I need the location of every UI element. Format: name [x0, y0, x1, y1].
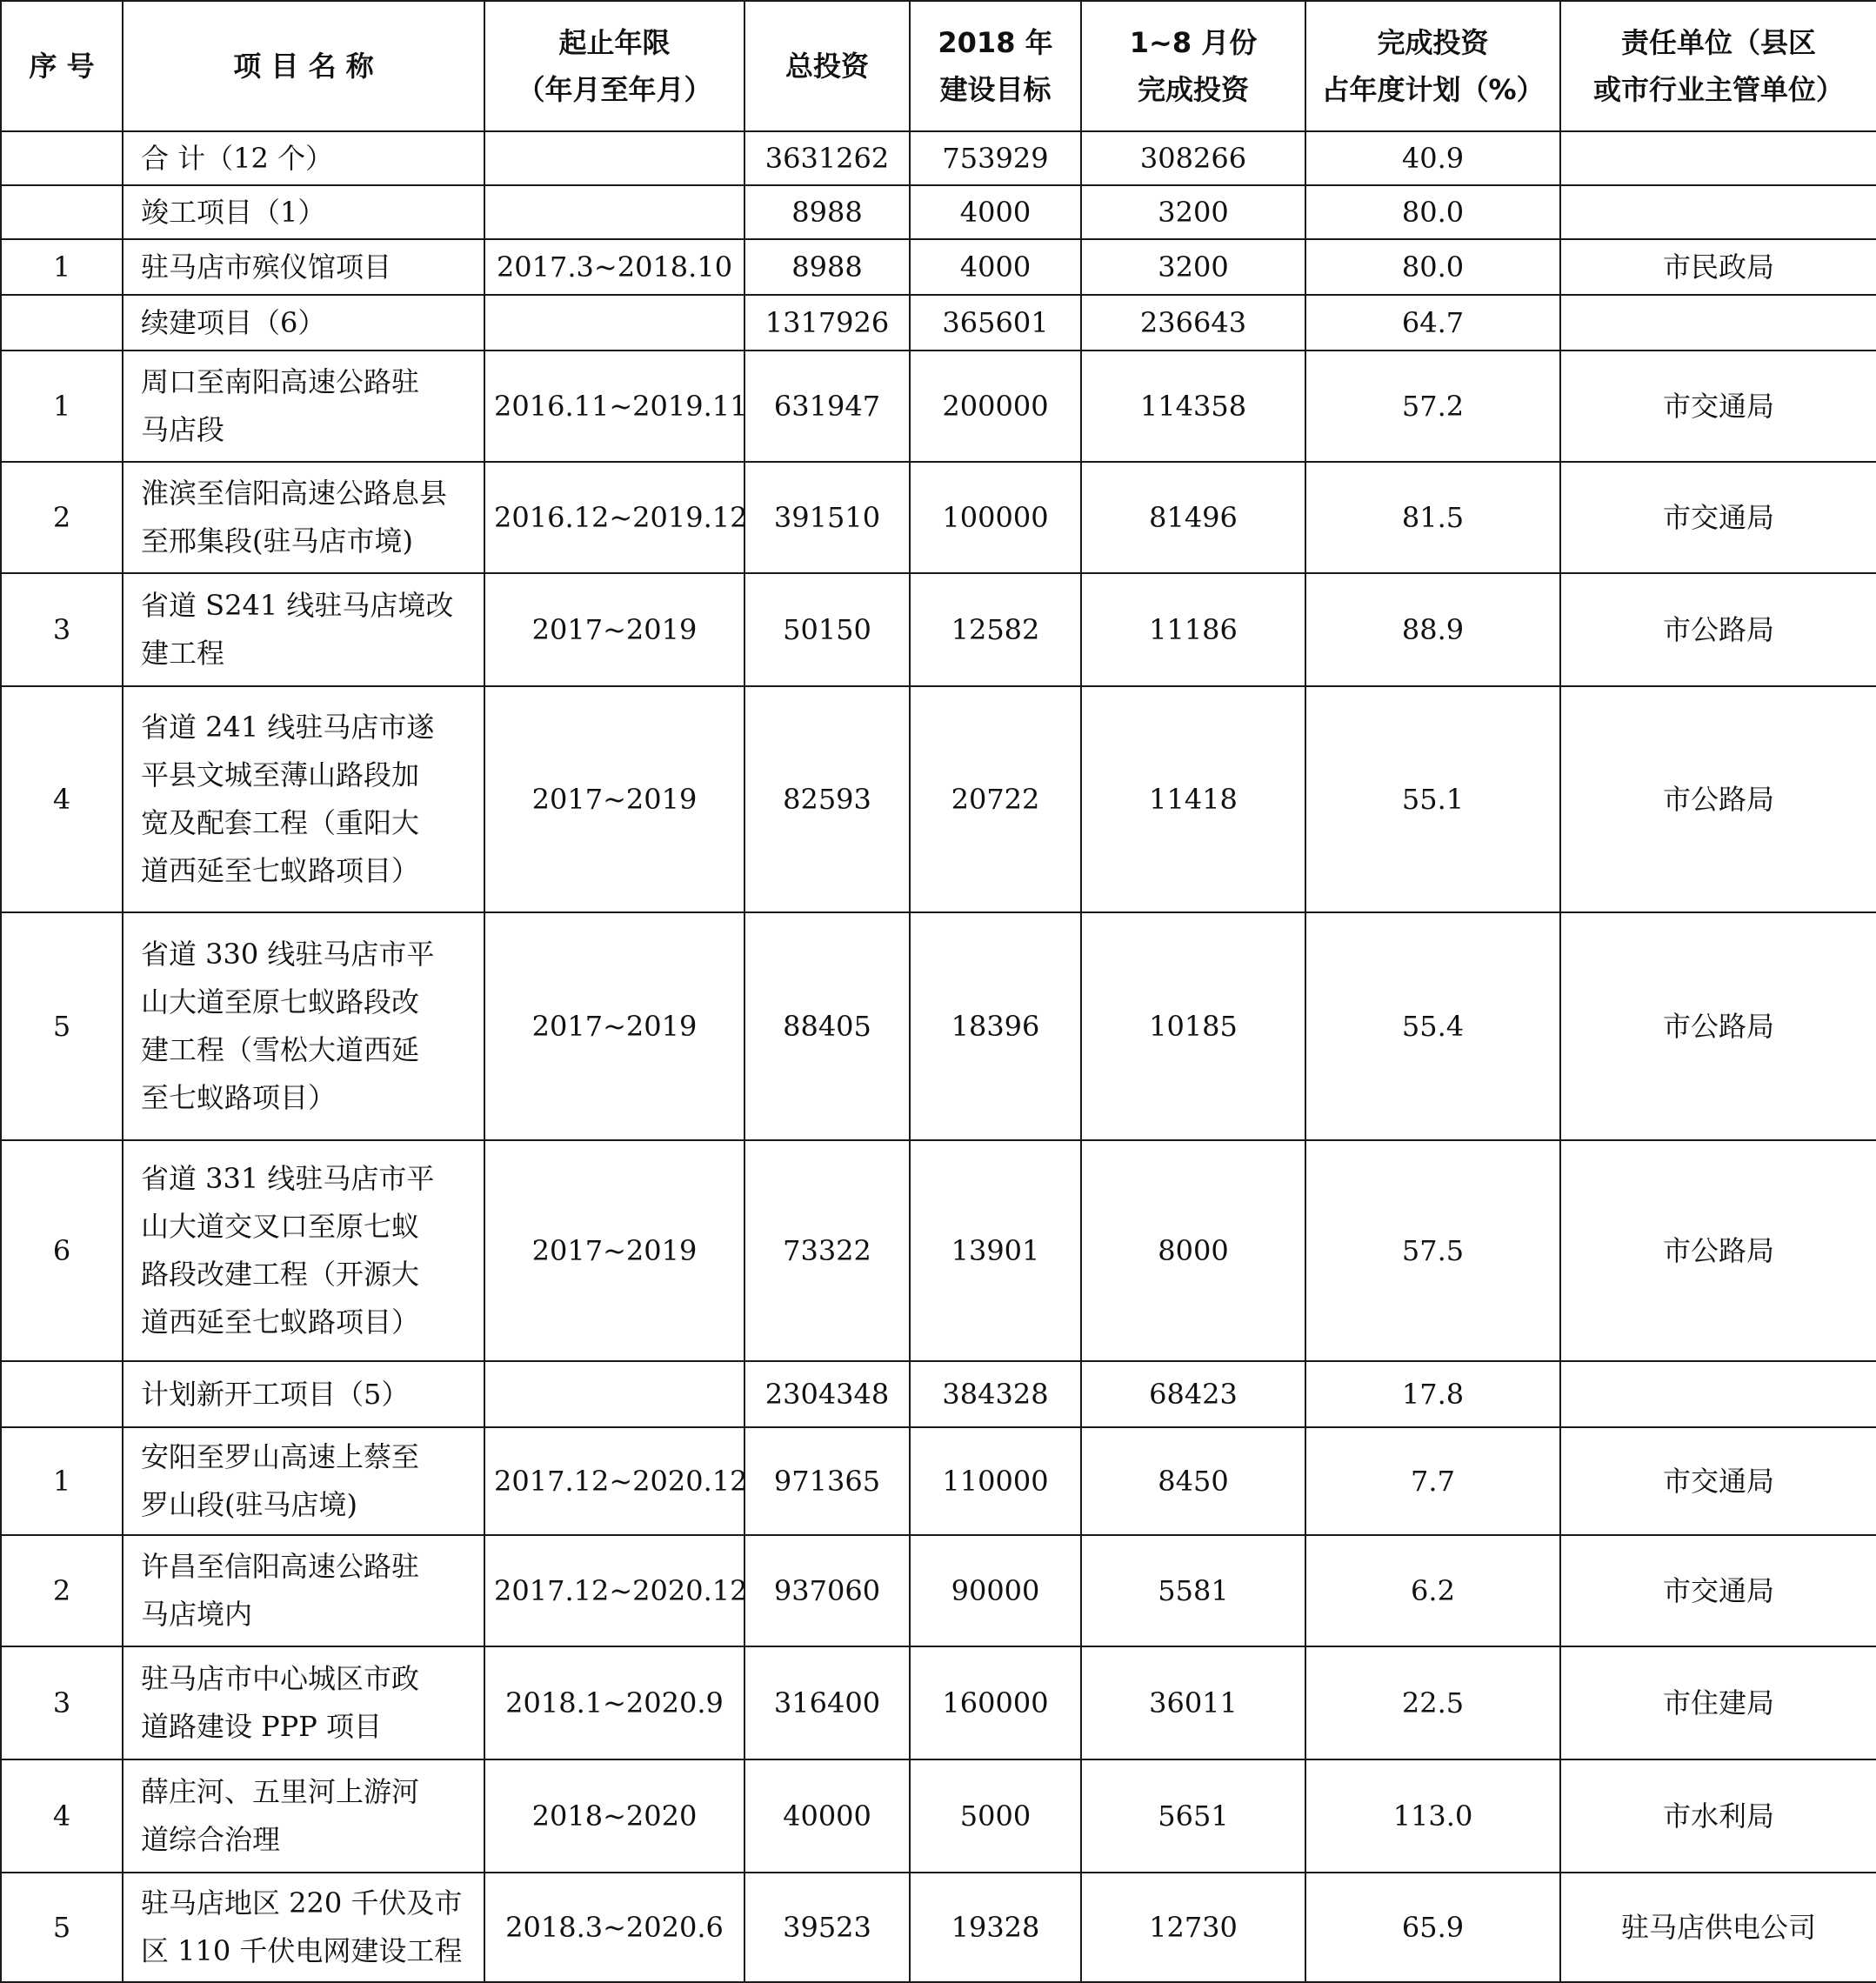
cell-total-investment: 971365	[744, 1427, 910, 1535]
cell-period: 2017~2019	[484, 912, 744, 1140]
cell-completion-ratio: 80.0	[1305, 239, 1560, 295]
project-name-line: 道综合治理	[141, 1823, 281, 1856]
project-name-line: 宽及配套工程（重阳大	[141, 806, 420, 839]
header-ratio-line2: 占年度计划（%）	[1321, 73, 1545, 106]
cell-period: 2016.12~2019.12	[484, 462, 744, 573]
cell-period: 2017~2019	[484, 686, 744, 912]
header-done-line2: 完成投资	[1137, 73, 1249, 106]
cell-project-name	[123, 131, 484, 185]
project-name-line: 道西延至七蚁路项目）	[141, 1305, 420, 1339]
cell-responsible-unit: 市水利局	[1560, 1759, 1876, 1873]
cell-project-name	[123, 295, 484, 351]
cell-seq: 1	[1, 239, 123, 295]
cell-seq	[1, 1361, 123, 1427]
cell-seq: 3	[1, 1646, 123, 1759]
cell-2018-target: 5000	[910, 1759, 1081, 1873]
cell-completed-investment: 236643	[1081, 295, 1305, 351]
cell-2018-target: 753929	[910, 131, 1081, 185]
cell-completion-ratio: 80.0	[1305, 185, 1560, 239]
cell-completed-investment: 8000	[1081, 1140, 1305, 1361]
header-unit-line2: 或市行业主管单位）	[1592, 73, 1844, 106]
cell-project-name	[123, 1427, 484, 1535]
header-period-line1: 起止年限	[558, 26, 671, 59]
project-name-line: 马店段	[141, 413, 225, 446]
cell-seq: 4	[1, 1759, 123, 1873]
cell-2018-target: 13901	[910, 1140, 1081, 1361]
cell-2018-target: 20722	[910, 686, 1081, 912]
cell-completion-ratio: 55.4	[1305, 912, 1560, 1140]
project-name-line: 罗山段(驻马店境)	[141, 1488, 357, 1521]
cell-2018-target: 365601	[910, 295, 1081, 351]
cell-total-investment: 88405	[744, 912, 910, 1140]
header-period-line2: （年月至年月）	[517, 73, 712, 106]
cell-project-name	[123, 912, 484, 1140]
project-name-line: 路段改建工程（开源大	[141, 1258, 420, 1291]
table-row	[1, 1759, 1876, 1873]
cell-completion-ratio: 17.8	[1305, 1361, 1560, 1427]
table-row	[1, 1535, 1876, 1646]
cell-seq: 1	[1, 351, 123, 462]
header-period	[484, 1, 744, 131]
cell-seq: 4	[1, 686, 123, 912]
project-name-line: 合 计（12 个）	[141, 141, 334, 175]
header-target-line1: 2018 年	[938, 26, 1053, 59]
cell-responsible-unit: 市住建局	[1560, 1646, 1876, 1759]
cell-responsible-unit: 市民政局	[1560, 239, 1876, 295]
header-done-line1: 1~8 月份	[1129, 26, 1258, 59]
project-name-line: 马店境内	[141, 1598, 253, 1631]
cell-period: 2017~2019	[484, 573, 744, 686]
cell-2018-target: 384328	[910, 1361, 1081, 1427]
cell-completion-ratio: 113.0	[1305, 1759, 1560, 1873]
table-row	[1, 351, 1876, 462]
cell-project-name	[123, 1873, 484, 1982]
cell-seq: 5	[1, 912, 123, 1140]
table-row	[1, 1140, 1876, 1361]
cell-period: 2018~2020	[484, 1759, 744, 1873]
project-name-line: 省道 330 线驻马店市平	[141, 938, 435, 971]
header-name: 项 目 名 称	[123, 1, 484, 131]
cell-responsible-unit: 市交通局	[1560, 1427, 1876, 1535]
header-row	[1, 1, 1876, 131]
project-name-line: 续建项目（6）	[141, 305, 326, 339]
cell-total-investment: 8988	[744, 185, 910, 239]
cell-completed-investment: 11418	[1081, 686, 1305, 912]
cell-project-name	[123, 239, 484, 295]
cell-project-name	[123, 462, 484, 573]
cell-total-investment: 39523	[744, 1873, 910, 1982]
cell-completed-investment: 8450	[1081, 1427, 1305, 1535]
cell-seq	[1, 131, 123, 185]
cell-completed-investment: 10185	[1081, 912, 1305, 1140]
cell-total-investment: 50150	[744, 573, 910, 686]
cell-responsible-unit	[1560, 295, 1876, 351]
cell-responsible-unit: 市交通局	[1560, 462, 1876, 573]
cell-completed-investment: 308266	[1081, 131, 1305, 185]
cell-completion-ratio: 64.7	[1305, 295, 1560, 351]
cell-2018-target: 18396	[910, 912, 1081, 1140]
cell-completion-ratio: 57.2	[1305, 351, 1560, 462]
table-row	[1, 686, 1876, 912]
table-row	[1, 1427, 1876, 1535]
cell-2018-target: 90000	[910, 1535, 1081, 1646]
cell-responsible-unit	[1560, 185, 1876, 239]
cell-2018-target: 160000	[910, 1646, 1081, 1759]
cell-completed-investment: 68423	[1081, 1361, 1305, 1427]
project-name-line: 建工程（雪松大道西延	[141, 1033, 420, 1066]
project-name-line: 建工程	[141, 637, 225, 670]
project-name-line: 许昌至信阳高速公路驻	[141, 1550, 420, 1583]
cell-seq	[1, 185, 123, 239]
project-name-line: 区 110 千伏电网建设工程	[141, 1934, 463, 1967]
table-row	[1, 573, 1876, 686]
header-seq: 序 号	[1, 1, 123, 131]
cell-completed-investment: 5581	[1081, 1535, 1305, 1646]
cell-period	[484, 185, 744, 239]
cell-period: 2017.12~2020.12	[484, 1427, 744, 1535]
project-name-line: 至邢集段(驻马店市境)	[141, 524, 413, 558]
cell-responsible-unit: 市公路局	[1560, 573, 1876, 686]
cell-2018-target: 110000	[910, 1427, 1081, 1535]
header-target-line2: 建设目标	[939, 73, 1051, 106]
cell-responsible-unit	[1560, 131, 1876, 185]
cell-seq: 2	[1, 1535, 123, 1646]
cell-project-name	[123, 573, 484, 686]
project-name-line: 驻马店市殡仪馆项目	[141, 250, 392, 284]
cell-seq: 5	[1, 1873, 123, 1982]
project-name-line: 山大道交叉口至原七蚁	[141, 1210, 420, 1243]
cell-seq: 3	[1, 573, 123, 686]
cell-total-investment: 316400	[744, 1646, 910, 1759]
cell-total-investment: 937060	[744, 1535, 910, 1646]
table-row	[1, 462, 1876, 573]
cell-responsible-unit: 市交通局	[1560, 351, 1876, 462]
cell-total-investment: 631947	[744, 351, 910, 462]
project-name-line: 安阳至罗山高速上蔡至	[141, 1440, 420, 1473]
cell-completion-ratio: 40.9	[1305, 131, 1560, 185]
cell-completion-ratio: 57.5	[1305, 1140, 1560, 1361]
project-name-line: 至七蚁路项目）	[141, 1081, 337, 1114]
cell-project-name	[123, 1140, 484, 1361]
project-name-line: 道西延至七蚁路项目）	[141, 854, 420, 887]
cell-completion-ratio: 88.9	[1305, 573, 1560, 686]
project-name-line: 淮滨至信阳高速公路息县	[141, 477, 448, 510]
project-name-line: 省道 331 线驻马店市平	[141, 1162, 435, 1195]
cell-period: 2018.3~2020.6	[484, 1873, 744, 1982]
table-row	[1, 239, 1876, 295]
table-row	[1, 912, 1876, 1140]
cell-completed-investment: 11186	[1081, 573, 1305, 686]
cell-total-investment: 3631262	[744, 131, 910, 185]
cell-responsible-unit	[1560, 1361, 1876, 1427]
cell-period	[484, 1361, 744, 1427]
table-row	[1, 185, 1876, 239]
cell-seq: 1	[1, 1427, 123, 1535]
cell-completion-ratio: 65.9	[1305, 1873, 1560, 1982]
cell-project-name	[123, 1759, 484, 1873]
cell-project-name	[123, 185, 484, 239]
project-name-line: 薛庄河、五里河上游河	[141, 1775, 420, 1808]
header-done	[1081, 1, 1305, 131]
header-unit-line1: 责任单位（县区	[1620, 26, 1816, 59]
project-name-line: 计划新开工项目（5）	[141, 1377, 410, 1411]
project-name-line: 驻马店地区 220 千伏及市	[141, 1886, 463, 1920]
cell-total-investment: 73322	[744, 1140, 910, 1361]
cell-project-name	[123, 686, 484, 912]
project-name-line: 竣工项目（1）	[141, 195, 326, 229]
cell-seq: 6	[1, 1140, 123, 1361]
header-unit	[1560, 1, 1876, 131]
cell-completion-ratio: 6.2	[1305, 1535, 1560, 1646]
header-total: 总投资	[744, 1, 910, 131]
project-name-line: 平县文城至薄山路段加	[141, 758, 420, 791]
cell-period: 2018.1~2020.9	[484, 1646, 744, 1759]
project-name-line: 山大道至原七蚁路段改	[141, 985, 420, 1018]
cell-responsible-unit: 市公路局	[1560, 1140, 1876, 1361]
cell-completed-investment: 5651	[1081, 1759, 1305, 1873]
cell-project-name	[123, 1361, 484, 1427]
table-row	[1, 1646, 1876, 1759]
project-name-line: 省道 S241 线驻马店境改	[141, 589, 454, 622]
cell-completion-ratio: 7.7	[1305, 1427, 1560, 1535]
table-row	[1, 295, 1876, 351]
cell-completion-ratio: 81.5	[1305, 462, 1560, 573]
cell-period: 2017.3~2018.10	[484, 239, 744, 295]
cell-responsible-unit: 市交通局	[1560, 1535, 1876, 1646]
cell-total-investment: 391510	[744, 462, 910, 573]
project-name-line: 省道 241 线驻马店市遂	[141, 711, 435, 744]
cell-total-investment: 40000	[744, 1759, 910, 1873]
header-ratio	[1305, 1, 1560, 131]
cell-period	[484, 131, 744, 185]
cell-completed-investment: 36011	[1081, 1646, 1305, 1759]
cell-2018-target: 12582	[910, 573, 1081, 686]
cell-completed-investment: 3200	[1081, 239, 1305, 295]
cell-period: 2017.12~2020.12	[484, 1535, 744, 1646]
table-row	[1, 1873, 1876, 1982]
cell-completed-investment: 3200	[1081, 185, 1305, 239]
cell-responsible-unit: 市公路局	[1560, 912, 1876, 1140]
cell-responsible-unit: 市公路局	[1560, 686, 1876, 912]
cell-responsible-unit: 驻马店供电公司	[1560, 1873, 1876, 1982]
cell-total-investment: 8988	[744, 239, 910, 295]
cell-completed-investment: 114358	[1081, 351, 1305, 462]
cell-completion-ratio: 55.1	[1305, 686, 1560, 912]
header-ratio-line1: 完成投资	[1377, 26, 1489, 59]
cell-project-name	[123, 351, 484, 462]
table-row	[1, 1361, 1876, 1427]
cell-2018-target: 19328	[910, 1873, 1081, 1982]
header-target	[910, 1, 1081, 131]
cell-2018-target: 200000	[910, 351, 1081, 462]
project-name-line: 驻马店市中心城区市政	[141, 1662, 420, 1695]
cell-completed-investment: 12730	[1081, 1873, 1305, 1982]
cell-completed-investment: 81496	[1081, 462, 1305, 573]
cell-seq	[1, 295, 123, 351]
cell-total-investment: 1317926	[744, 295, 910, 351]
cell-period	[484, 295, 744, 351]
table-row	[1, 131, 1876, 185]
cell-seq: 2	[1, 462, 123, 573]
cell-total-investment: 82593	[744, 686, 910, 912]
cell-2018-target: 4000	[910, 185, 1081, 239]
cell-2018-target: 4000	[910, 239, 1081, 295]
cell-completion-ratio: 22.5	[1305, 1646, 1560, 1759]
cell-2018-target: 100000	[910, 462, 1081, 573]
project-name-line: 道路建设 PPP 项目	[141, 1710, 382, 1743]
cell-period: 2016.11~2019.11	[484, 351, 744, 462]
cell-total-investment: 2304348	[744, 1361, 910, 1427]
cell-project-name	[123, 1535, 484, 1646]
table-body	[1, 131, 1876, 1982]
cell-project-name	[123, 1646, 484, 1759]
cell-period: 2017~2019	[484, 1140, 744, 1361]
project-name-line: 周口至南阳高速公路驻	[141, 365, 420, 398]
